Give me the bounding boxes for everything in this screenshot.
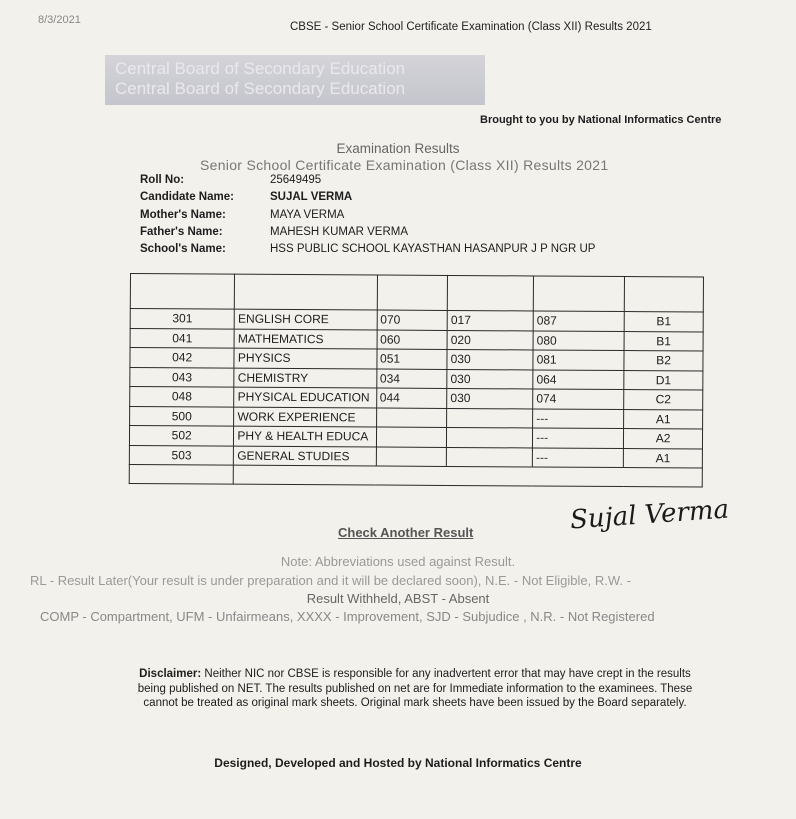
cbse-banner-logo: [105, 55, 485, 105]
cell-m2: 020: [447, 330, 533, 350]
table-header-row: [130, 274, 703, 312]
results-subheading: Senior School Certificate Examination (Class XII) Results 2021: [200, 157, 609, 173]
cell-m1: [376, 408, 447, 428]
cell-name: PHY & HEALTH EDUCA: [234, 426, 376, 446]
disclaimer-label: Disclaimer:: [139, 668, 202, 680]
cell-m1: 051: [376, 349, 447, 369]
candidate-info: [140, 172, 595, 258]
cell-total: 080: [533, 330, 624, 350]
school-value: HSS PUBLIC SCHOOL KAYASTHAN HASANPUR J P NGR UP: [270, 243, 596, 256]
cell-m2: 030: [447, 388, 533, 408]
cell-name: PHYSICAL EDUCATION: [234, 387, 376, 407]
cell-m1: 044: [376, 388, 447, 408]
signature: Sujal Verma: [569, 494, 730, 536]
cell-grade: B1: [624, 312, 703, 332]
note-line-2: RL - Result Later(Your result is under preparation and it will be declared soon), N.E. - Not Eligible, R.W. -: [30, 573, 631, 588]
cell-name: ENGLISH CORE: [235, 309, 377, 329]
cell-code: 502: [129, 426, 233, 446]
cell-m1: 070: [377, 310, 448, 330]
cell-code: 041: [130, 328, 234, 348]
cell-m2: 017: [447, 310, 533, 330]
cell-total: 064: [533, 369, 624, 389]
results-heading: Examination Results: [336, 141, 460, 156]
marks-table: [129, 273, 704, 488]
cell-name: MATHEMATICS: [234, 329, 376, 349]
cell-total: ---: [533, 408, 624, 428]
cell-m2: [446, 447, 532, 467]
name-row: [140, 189, 595, 206]
cell-m1: [376, 427, 447, 447]
cell-code: 042: [130, 348, 234, 368]
disclaimer-text: Neither NIC nor CBSE is responsible for any inadvertent error that may have crept in the results being published on NET. The results published on net are for Immediate information to the examinees. These cannot be treated as original mark sheets. Original mark sheets have been issued by the Board separately.: [137, 668, 693, 709]
cell-total: 087: [533, 311, 624, 331]
cell-grade: A2: [624, 429, 703, 449]
cell-m1: 034: [376, 369, 447, 389]
cell-m2: [447, 427, 533, 447]
cell-code: 503: [129, 445, 233, 465]
cell-m1: [376, 447, 447, 467]
cell-m2: 030: [447, 369, 533, 389]
name-label: Candidate Name:: [140, 191, 234, 204]
cell-grade: B1: [624, 331, 703, 351]
cell-name: WORK EXPERIENCE: [234, 407, 376, 427]
cell-code: 043: [130, 367, 234, 387]
cell-name: CHEMISTRY: [234, 368, 376, 388]
roll-value: 25649495: [270, 174, 322, 186]
print-date: 8/3/2021: [38, 14, 81, 26]
cell-grade: A1: [623, 448, 702, 468]
father-label: Father's Name:: [140, 225, 223, 238]
footer-credit: Designed, Developed and Hosted by National Informatics Centre: [214, 756, 582, 770]
name-value: SUJAL VERMA: [270, 191, 353, 204]
note-heading: Note: Abbreviations used against Result.: [280, 554, 516, 569]
cell-code: 048: [130, 387, 234, 407]
mother-row: [140, 207, 595, 224]
cell-name: GENERAL STUDIES: [234, 446, 376, 466]
note-line-4: COMP - Compartment, UFM - Unfairmeans, XXXX - Improvement, SJD - Subjudice , N.R. - Not Registered: [40, 609, 655, 624]
mother-value: MAYA VERMA: [270, 208, 345, 221]
check-another-result-link[interactable]: Check Another Result: [338, 525, 474, 540]
cell-name: PHYSICS: [234, 348, 376, 368]
cell-grade: D1: [624, 370, 703, 390]
cell-code: 301: [130, 309, 234, 329]
cell-total: ---: [533, 428, 624, 448]
cell-grade: A1: [624, 409, 703, 429]
roll-row: [140, 172, 595, 189]
mother-label: Mother's Name:: [140, 208, 226, 221]
cell-total: 081: [533, 350, 624, 370]
disclaimer: [130, 667, 700, 711]
banner-line-2: Central Board of Secondary Education: [115, 79, 406, 98]
table-footer-row: [129, 464, 702, 486]
school-row: [140, 241, 595, 258]
cell-code: 500: [130, 406, 234, 426]
banner-line-1: Central Board of Secondary Education: [115, 59, 406, 78]
note-line-3: Result Withheld, ABST - Absent: [306, 591, 490, 606]
brought-by-text: Brought to you by National Informatics Centre: [480, 114, 722, 126]
father-value: MAHESH KUMAR VERMA: [270, 225, 409, 238]
school-label: School's Name:: [140, 243, 226, 256]
cell-m2: [447, 408, 533, 428]
cell-m2: 030: [447, 349, 533, 369]
page-title: CBSE - Senior School Certificate Examination (Class XII) Results 2021: [290, 21, 652, 33]
roll-label: Roll No:: [140, 174, 185, 186]
cell-total: 074: [533, 389, 624, 409]
cell-total: ---: [532, 447, 623, 467]
father-row: [140, 224, 595, 241]
cell-m1: 060: [377, 330, 448, 350]
cell-grade: C2: [624, 390, 703, 410]
cell-grade: B2: [624, 351, 703, 371]
